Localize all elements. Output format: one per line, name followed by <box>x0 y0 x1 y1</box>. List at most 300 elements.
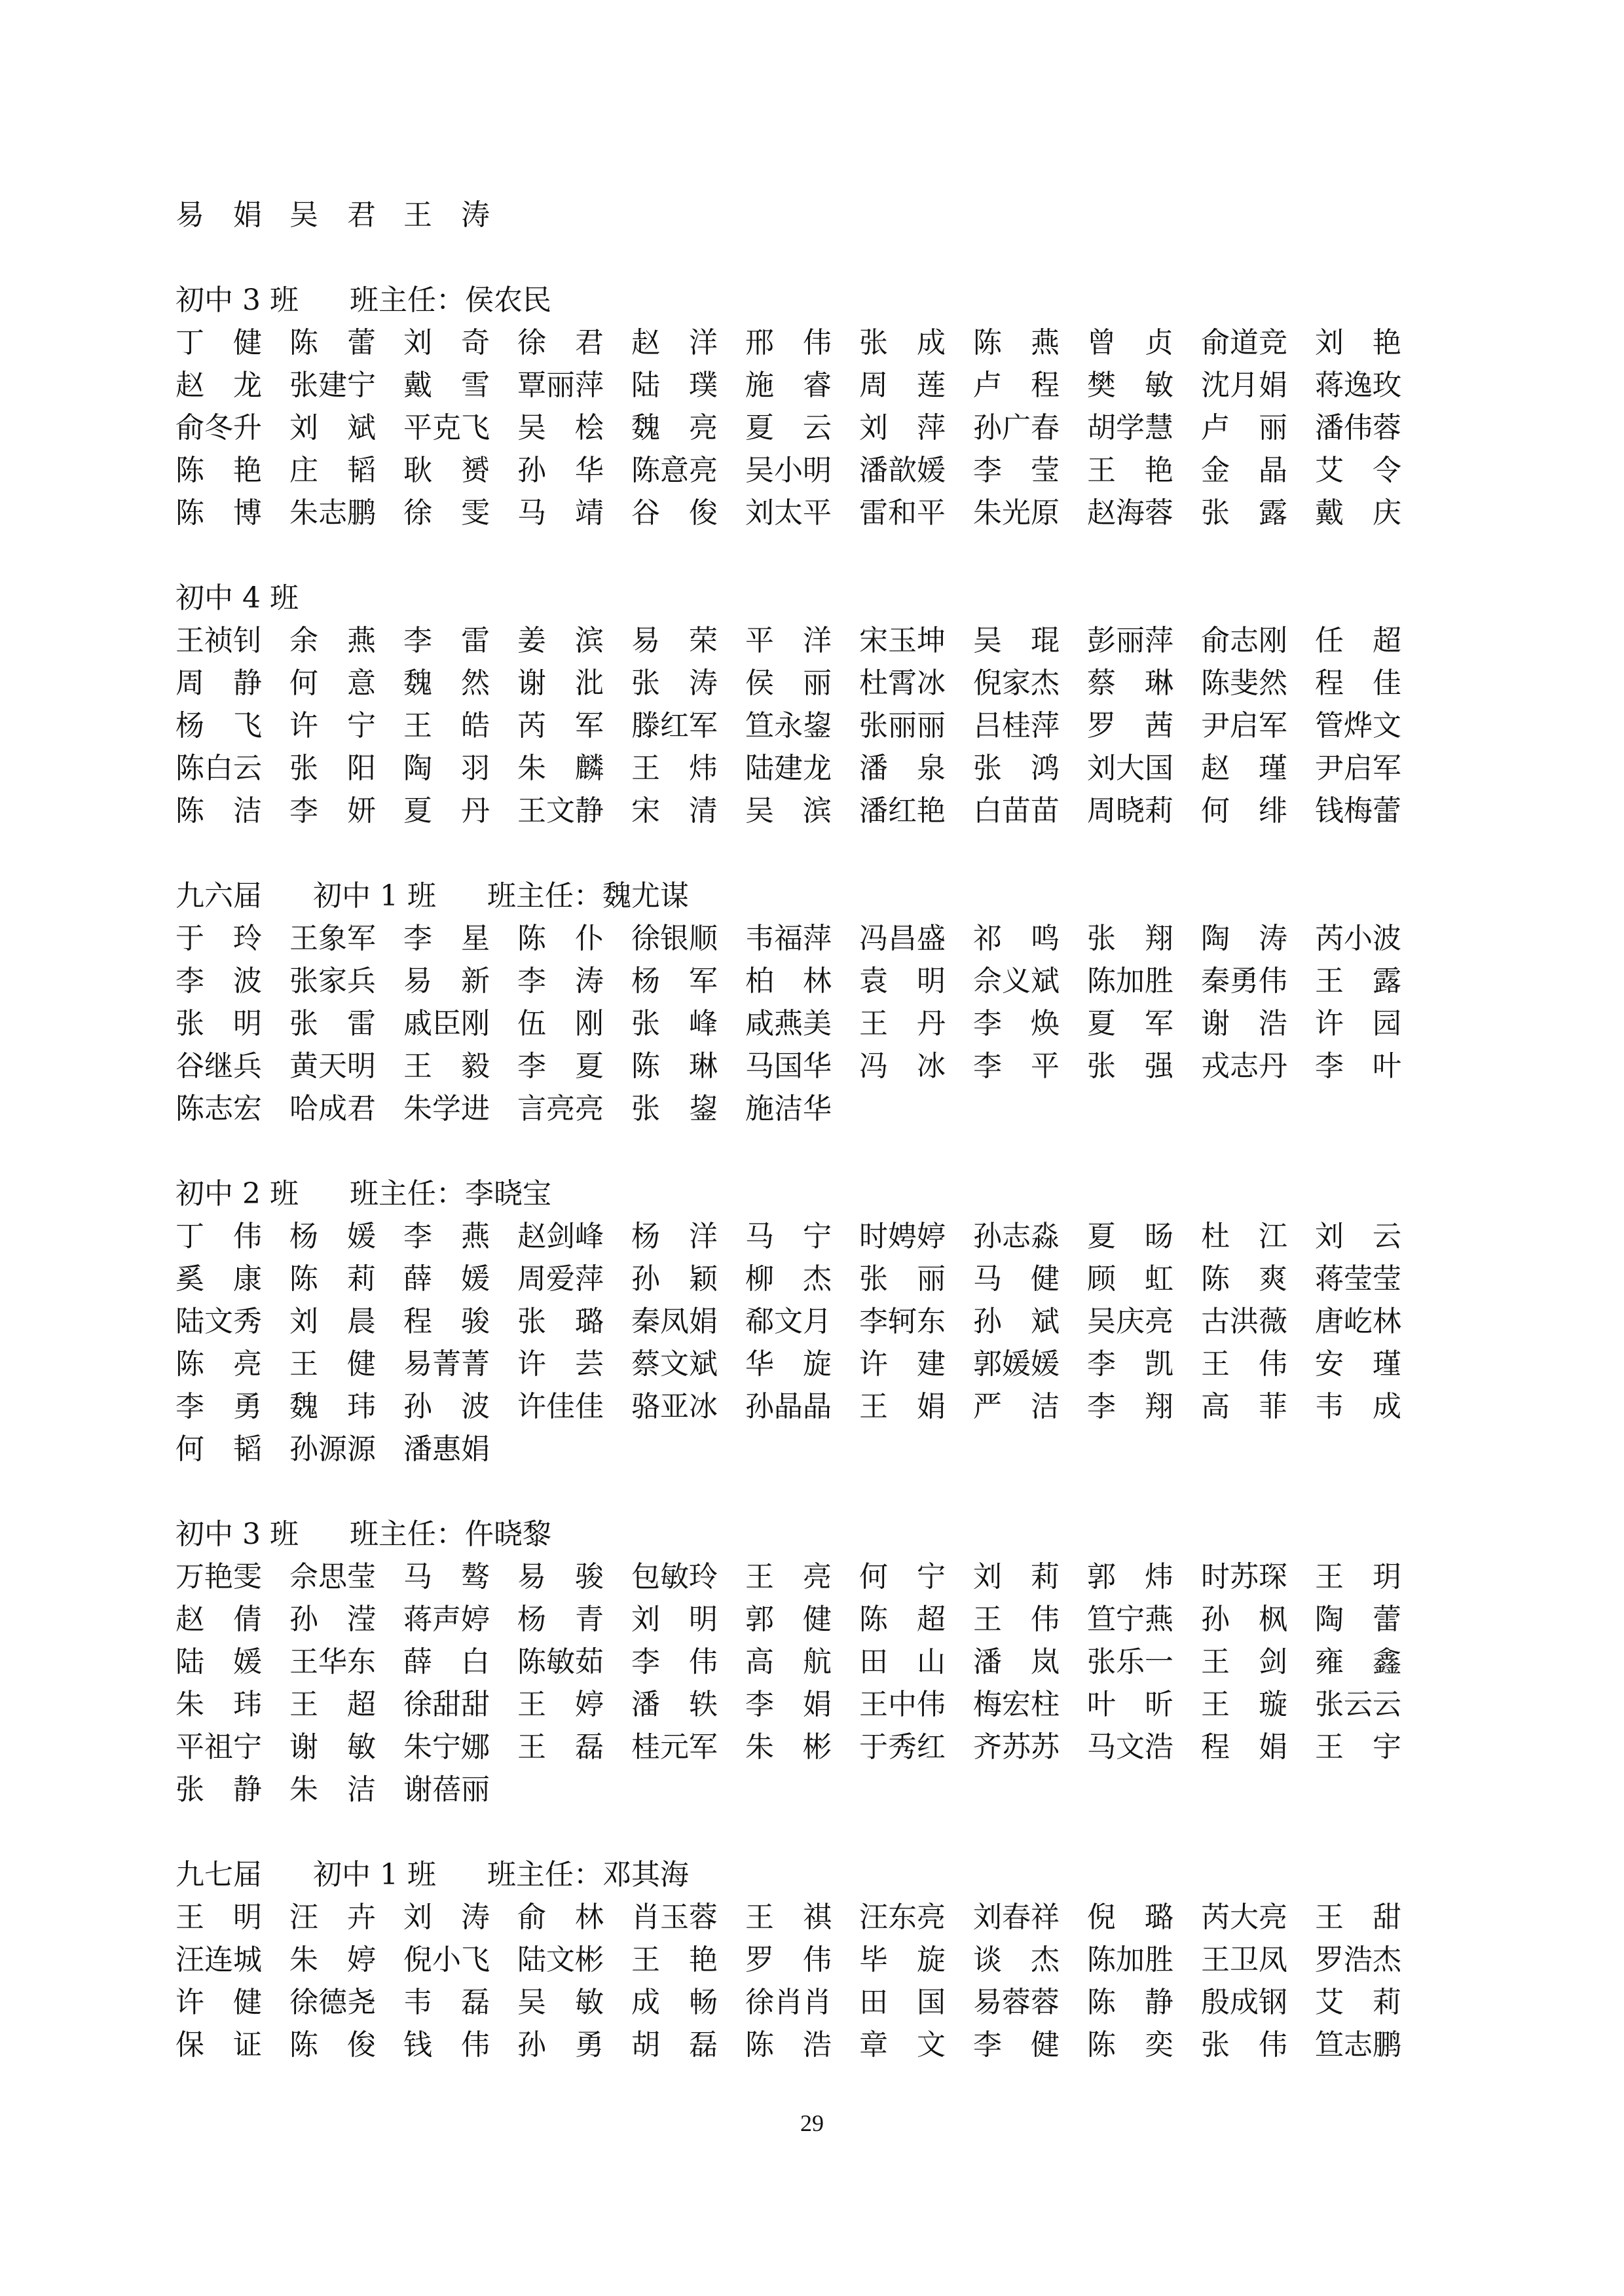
student-name: 田 山 <box>859 1645 946 1679</box>
name-row <box>175 1385 1428 1428</box>
student-name: 陶 羽 <box>403 752 490 785</box>
student-name: 刘 莉 <box>973 1560 1060 1594</box>
student-name: 杜 江 <box>1201 1220 1287 1253</box>
student-name: 吴 琨 <box>973 624 1060 657</box>
student-name: 李 妍 <box>289 794 376 828</box>
name-row <box>175 407 1428 449</box>
student-name: 陆建龙 <box>745 752 832 785</box>
student-name: 王 丹 <box>859 1007 946 1040</box>
student-name: 胡学慧 <box>1087 411 1173 445</box>
student-name: 朱志鹏 <box>289 496 376 530</box>
student-name: 陈加胜 <box>1087 1943 1173 1977</box>
student-name: 夏 丹 <box>403 794 490 828</box>
student-name: 笪永鋆 <box>745 709 832 742</box>
name-row <box>175 1002 1428 1045</box>
student-name: 王 娟 <box>859 1390 946 1423</box>
student-name: 金 晶 <box>1201 454 1287 487</box>
student-name: 李 涛 <box>517 964 604 998</box>
student-name: 古洪薇 <box>1201 1305 1287 1338</box>
student-name: 朱宁娜 <box>403 1730 490 1764</box>
class-label: 初中 3 班 <box>175 283 299 317</box>
name-row <box>175 1598 1428 1641</box>
student-name: 秦勇伟 <box>1201 964 1287 998</box>
student-name: 张 伟 <box>1201 2028 1287 2062</box>
student-name: 尹启军 <box>1315 752 1401 785</box>
student-name: 柏 林 <box>745 964 832 998</box>
name-row <box>175 1087 1428 1130</box>
name-row <box>175 1896 1428 1939</box>
student-name: 刘太平 <box>745 496 832 530</box>
student-name: 魏 玮 <box>289 1390 376 1423</box>
name-row <box>175 1981 1428 2024</box>
student-name: 陈 洁 <box>175 794 262 828</box>
student-name: 李 健 <box>973 2028 1060 2062</box>
student-name: 张 明 <box>175 1007 262 1040</box>
student-name: 王 磊 <box>517 1730 604 1764</box>
student-name: 张 成 <box>859 326 946 359</box>
student-name: 夏 云 <box>745 411 832 445</box>
student-name: 于 玲 <box>175 922 262 955</box>
student-name: 俞 林 <box>517 1901 604 1934</box>
name-row <box>175 619 1428 662</box>
student-name: 华 旋 <box>745 1347 832 1381</box>
student-name: 周爱萍 <box>517 1262 604 1296</box>
student-name: 张乐一 <box>1087 1645 1173 1679</box>
student-name: 马 靖 <box>517 496 604 530</box>
class-label: 初中 3 班 <box>175 1518 299 1551</box>
student-name: 耿 赟 <box>403 454 490 487</box>
student-name: 魏 然 <box>403 666 490 700</box>
student-name: 滕红军 <box>631 709 718 742</box>
student-name: 许 芸 <box>517 1347 604 1381</box>
student-name: 张云云 <box>1315 1688 1401 1721</box>
student-name: 陈 仆 <box>517 922 604 955</box>
student-name: 李 雷 <box>403 624 490 657</box>
class-label: 初中 1 班 <box>313 879 436 913</box>
name-row <box>175 917 1428 960</box>
student-name: 笪宁燕 <box>1087 1603 1173 1636</box>
student-name: 汪东亮 <box>859 1901 946 1934</box>
student-name: 李 伟 <box>631 1645 718 1679</box>
student-name: 李 翔 <box>1087 1390 1173 1423</box>
student-name: 戎志丹 <box>1201 1049 1287 1083</box>
student-name: 陈加胜 <box>1087 964 1173 998</box>
student-name: 赵剑峰 <box>517 1220 604 1253</box>
student-name: 朱 洁 <box>289 1773 376 1806</box>
student-name: 李 勇 <box>175 1390 262 1423</box>
student-name: 郭 健 <box>745 1603 832 1636</box>
name-row <box>175 1215 1428 1258</box>
student-name: 丁 健 <box>175 326 262 359</box>
student-name: 孙 斌 <box>973 1305 1060 1338</box>
student-name: 程 佳 <box>1315 666 1401 700</box>
student-name: 罗浩杰 <box>1315 1943 1401 1977</box>
student-name: 王 健 <box>289 1347 376 1381</box>
student-name: 赵海蓉 <box>1087 496 1173 530</box>
student-name: 王 涛 <box>403 198 490 232</box>
student-name: 陆文秀 <box>175 1305 262 1338</box>
name-row <box>175 960 1428 1002</box>
student-name: 马文浩 <box>1087 1730 1173 1764</box>
student-name: 程 骏 <box>403 1305 490 1338</box>
name-row <box>175 662 1428 704</box>
student-name: 陈 蕾 <box>289 326 376 359</box>
student-name: 张家兵 <box>289 964 376 998</box>
student-name: 陈 莉 <box>289 1262 376 1296</box>
student-name: 孙志淼 <box>973 1220 1060 1253</box>
student-name: 王 甜 <box>1315 1901 1401 1934</box>
student-name: 杨 媛 <box>289 1220 376 1253</box>
student-name: 张 强 <box>1087 1049 1173 1083</box>
student-name: 陈 浩 <box>745 2028 832 2062</box>
student-name: 戴 雪 <box>403 369 490 402</box>
student-name: 杨 军 <box>631 964 718 998</box>
student-name: 陈 艳 <box>175 454 262 487</box>
student-name: 任 超 <box>1315 624 1401 657</box>
student-name: 潘伟蓉 <box>1315 411 1401 445</box>
student-name: 潘 泉 <box>859 752 946 785</box>
student-name: 王华东 <box>289 1645 376 1679</box>
student-name: 施 睿 <box>745 369 832 402</box>
student-name: 陈 燕 <box>973 326 1060 359</box>
student-name: 吴 滨 <box>745 794 832 828</box>
student-name: 刘 明 <box>631 1603 718 1636</box>
section-header <box>175 279 1428 321</box>
student-name: 李 平 <box>973 1049 1060 1083</box>
student-name: 伍 刚 <box>517 1007 604 1040</box>
student-name: 谢 敏 <box>289 1730 376 1764</box>
student-name: 张丽丽 <box>859 709 946 742</box>
student-name: 李轲东 <box>859 1305 946 1338</box>
student-name: 秦凤娟 <box>631 1305 718 1338</box>
class-section <box>175 1853 1428 2066</box>
student-name: 卢 程 <box>973 369 1060 402</box>
section-gap <box>175 1470 1428 1513</box>
student-name: 陆 璞 <box>631 369 718 402</box>
head-teacher: 班主任：侯农民 <box>349 283 551 317</box>
student-name: 曾 贞 <box>1087 326 1173 359</box>
class-label: 九六届 <box>175 879 262 913</box>
student-name: 刘 奇 <box>403 326 490 359</box>
student-name: 包敏玲 <box>631 1560 718 1594</box>
student-name: 王卫凤 <box>1201 1943 1287 1977</box>
student-name: 陈 博 <box>175 496 262 530</box>
section-header <box>175 1513 1428 1556</box>
student-name: 彭丽萍 <box>1087 624 1173 657</box>
name-row <box>175 704 1428 747</box>
student-name: 李 莹 <box>973 454 1060 487</box>
student-name: 谈 杰 <box>973 1943 1060 1977</box>
student-name: 田 国 <box>859 1986 946 2019</box>
student-name: 孙 枫 <box>1201 1603 1287 1636</box>
student-name: 佘思莹 <box>289 1560 376 1594</box>
student-name: 王 婷 <box>517 1688 604 1721</box>
student-name: 叶 昕 <box>1087 1688 1173 1721</box>
student-name: 王文静 <box>517 794 604 828</box>
student-name: 邢 伟 <box>745 326 832 359</box>
student-name: 陈 爽 <box>1201 1262 1287 1296</box>
student-name: 朱 玮 <box>175 1688 262 1721</box>
student-name: 高 航 <box>745 1645 832 1679</box>
student-name: 易蓉蓉 <box>973 1986 1060 2019</box>
student-name: 易 新 <box>403 964 490 998</box>
class-section <box>175 1173 1428 1470</box>
student-name: 孙广春 <box>973 411 1060 445</box>
student-name: 咸燕美 <box>745 1007 832 1040</box>
name-row <box>175 321 1428 364</box>
student-name: 张建宁 <box>289 369 376 402</box>
student-name: 倪小飞 <box>403 1943 490 1977</box>
student-name: 钱梅蕾 <box>1315 794 1401 828</box>
student-name: 李 凯 <box>1087 1347 1173 1381</box>
section-gap <box>175 832 1428 875</box>
student-name: 陶 涛 <box>1201 922 1287 955</box>
student-name: 毕 旋 <box>859 1943 946 1977</box>
student-name: 郗文月 <box>745 1305 832 1338</box>
student-name: 徐德尧 <box>289 1986 376 2019</box>
student-name: 高 菲 <box>1201 1390 1287 1423</box>
class-section <box>175 1513 1428 1811</box>
student-name: 王祯钊 <box>175 624 262 657</box>
name-row <box>175 492 1428 534</box>
student-name: 徐甜甜 <box>403 1688 490 1721</box>
student-name: 时苏琛 <box>1201 1560 1287 1594</box>
student-name: 王中伟 <box>859 1688 946 1721</box>
name-row <box>175 1641 1428 1683</box>
name-row <box>175 1343 1428 1385</box>
student-name: 王 伟 <box>973 1603 1060 1636</box>
student-name: 孙源源 <box>289 1432 376 1466</box>
name-row <box>175 194 1428 236</box>
section-gap <box>175 1130 1428 1173</box>
student-name: 赵 龙 <box>175 369 262 402</box>
student-name: 顾 虹 <box>1087 1262 1173 1296</box>
name-row <box>175 1258 1428 1300</box>
student-name: 杜霄冰 <box>859 666 946 700</box>
name-row <box>175 2024 1428 2066</box>
class-label: 初中 4 班 <box>175 581 299 615</box>
student-name: 马 骜 <box>403 1560 490 1594</box>
student-name: 张 阳 <box>289 752 376 785</box>
student-name: 俞道竞 <box>1201 326 1287 359</box>
student-name: 胡 磊 <box>631 2028 718 2062</box>
student-name: 潘歆媛 <box>859 454 946 487</box>
student-name: 何 绯 <box>1201 794 1287 828</box>
student-name: 佘义斌 <box>973 964 1060 998</box>
student-name: 柳 杰 <box>745 1262 832 1296</box>
student-name: 马国华 <box>745 1049 832 1083</box>
student-name: 陆 媛 <box>175 1645 262 1679</box>
section-header <box>175 1173 1428 1215</box>
student-name: 陈 俊 <box>289 2028 376 2062</box>
student-name: 潘 轶 <box>631 1688 718 1721</box>
student-name: 潘惠娟 <box>403 1432 490 1466</box>
student-name: 倪 璐 <box>1087 1901 1173 1934</box>
student-name: 陈敏茹 <box>517 1645 604 1679</box>
student-name: 宋 清 <box>631 794 718 828</box>
student-name: 陆文彬 <box>517 1943 604 1977</box>
name-row <box>175 1300 1428 1343</box>
student-name: 易 骏 <box>517 1560 604 1594</box>
student-name: 王象军 <box>289 922 376 955</box>
student-name: 王 祺 <box>745 1901 832 1934</box>
student-name: 钱 伟 <box>403 2028 490 2062</box>
student-name: 吕桂萍 <box>973 709 1060 742</box>
student-name: 张 露 <box>1201 496 1287 530</box>
student-name: 齐苏苏 <box>973 1730 1060 1764</box>
student-name: 陈志宏 <box>175 1092 262 1125</box>
student-name: 罗 茜 <box>1087 709 1173 742</box>
student-name: 李 叶 <box>1315 1049 1401 1083</box>
student-name: 侯 丽 <box>745 666 832 700</box>
student-name: 潘 岚 <box>973 1645 1060 1679</box>
student-name: 李 娟 <box>745 1688 832 1721</box>
student-name: 俞冬升 <box>175 411 262 445</box>
class-label: 初中 2 班 <box>175 1177 299 1211</box>
student-name: 陈 静 <box>1087 1986 1173 2019</box>
student-name: 杨 洋 <box>631 1220 718 1253</box>
class-label: 初中 1 班 <box>313 1858 436 1891</box>
student-name: 俞志刚 <box>1201 624 1287 657</box>
student-name: 奚 康 <box>175 1262 262 1296</box>
student-name: 陈意亮 <box>631 454 718 487</box>
student-name: 王 艳 <box>1087 454 1173 487</box>
student-name: 朱 麟 <box>517 752 604 785</box>
student-name: 易菁菁 <box>403 1347 490 1381</box>
student-name: 成 畅 <box>631 1986 718 2019</box>
name-row <box>175 1939 1428 1981</box>
name-row <box>175 1768 1428 1811</box>
student-name: 刘大国 <box>1087 752 1173 785</box>
student-name: 何 韬 <box>175 1432 262 1466</box>
student-name: 何 意 <box>289 666 376 700</box>
student-name: 言亮亮 <box>517 1092 604 1125</box>
student-name: 韦福萍 <box>745 922 832 955</box>
student-name: 何 宁 <box>859 1560 946 1594</box>
student-name: 张 鸿 <box>973 752 1060 785</box>
section-gap <box>175 534 1428 577</box>
student-name: 许 建 <box>859 1347 946 1381</box>
student-name: 李 夏 <box>517 1049 604 1083</box>
name-row <box>175 1683 1428 1726</box>
page-number: 29 <box>800 2110 824 2136</box>
student-name: 张 静 <box>175 1773 262 1806</box>
student-name: 朱 彬 <box>745 1730 832 1764</box>
student-name: 蒋逸玫 <box>1315 369 1401 402</box>
student-name: 谷 俊 <box>631 496 718 530</box>
student-name: 庄 韬 <box>289 454 376 487</box>
student-name: 徐 君 <box>517 326 604 359</box>
student-name: 吴 君 <box>289 198 376 232</box>
student-name: 许 宁 <box>289 709 376 742</box>
student-name: 汪 卉 <box>289 1901 376 1934</box>
name-row <box>175 449 1428 492</box>
student-name: 艾 莉 <box>1315 1986 1401 2019</box>
student-name: 孙 滢 <box>289 1603 376 1636</box>
student-name: 芮大亮 <box>1201 1901 1287 1934</box>
student-name: 黄天明 <box>289 1049 376 1083</box>
student-name: 赵 瑾 <box>1201 752 1287 785</box>
student-name: 谷继兵 <box>175 1049 262 1083</box>
student-name: 芮小波 <box>1315 922 1401 955</box>
name-row <box>175 790 1428 832</box>
student-name: 冯 冰 <box>859 1049 946 1083</box>
name-row <box>175 747 1428 790</box>
student-name: 吴 桧 <box>517 411 604 445</box>
student-name: 谢 沘 <box>517 666 604 700</box>
student-name: 马 健 <box>973 1262 1060 1296</box>
section-header <box>175 1853 1428 1896</box>
student-name: 夏 旸 <box>1087 1220 1173 1253</box>
student-name: 薛 白 <box>403 1645 490 1679</box>
student-name: 于秀红 <box>859 1730 946 1764</box>
student-name: 刘 艳 <box>1315 326 1401 359</box>
student-name: 汪连城 <box>175 1943 262 1977</box>
student-name: 桂元军 <box>631 1730 718 1764</box>
document-body <box>175 194 1428 2066</box>
student-name: 王 露 <box>1315 964 1401 998</box>
student-name: 白苗苗 <box>973 794 1060 828</box>
class-section <box>175 279 1428 534</box>
section-header <box>175 875 1428 917</box>
student-name: 戴 庆 <box>1315 496 1401 530</box>
student-name: 蒋莹莹 <box>1315 1262 1401 1296</box>
student-name: 平祖宁 <box>175 1730 262 1764</box>
student-name: 尹启军 <box>1201 709 1287 742</box>
student-name: 易 荣 <box>631 624 718 657</box>
student-name: 刘春祥 <box>973 1901 1060 1934</box>
student-name: 张 丽 <box>859 1262 946 1296</box>
student-name: 韦 成 <box>1315 1390 1401 1423</box>
name-row <box>175 1556 1428 1598</box>
student-name: 张 璐 <box>517 1305 604 1338</box>
student-name: 赵 洋 <box>631 326 718 359</box>
student-name: 刘 萍 <box>859 411 946 445</box>
student-name: 孙 勇 <box>517 2028 604 2062</box>
student-name: 芮 军 <box>517 709 604 742</box>
student-name: 殷成钢 <box>1201 1986 1287 2019</box>
student-name: 王 明 <box>175 1901 262 1934</box>
student-name: 郭媛媛 <box>973 1347 1060 1381</box>
student-name: 周 静 <box>175 666 262 700</box>
student-name: 袁 明 <box>859 964 946 998</box>
student-name: 孙晶晶 <box>745 1390 832 1423</box>
student-name: 周晓莉 <box>1087 794 1173 828</box>
student-name: 陶 蕾 <box>1315 1603 1401 1636</box>
name-row <box>175 1428 1428 1470</box>
student-name: 朱 婷 <box>289 1943 376 1977</box>
student-name: 雍 鑫 <box>1315 1645 1401 1679</box>
student-name: 潘红艳 <box>859 794 946 828</box>
student-name: 王 宇 <box>1315 1730 1401 1764</box>
student-name: 薛 媛 <box>403 1262 490 1296</box>
student-name: 刘 涛 <box>403 1901 490 1934</box>
student-name: 程 娟 <box>1201 1730 1287 1764</box>
student-name: 许佳佳 <box>517 1390 604 1423</box>
class-label: 九七届 <box>175 1858 262 1891</box>
class-section <box>175 194 1428 236</box>
student-name: 严 洁 <box>973 1390 1060 1423</box>
student-name: 万艳雯 <box>175 1560 262 1594</box>
student-name: 孙 波 <box>403 1390 490 1423</box>
student-name: 张 涛 <box>631 666 718 700</box>
student-name: 笪志鹏 <box>1315 2028 1401 2062</box>
student-name: 赵 倩 <box>175 1603 262 1636</box>
student-name: 李 焕 <box>973 1007 1060 1040</box>
student-name: 孙 华 <box>517 454 604 487</box>
student-name: 马 宁 <box>745 1220 832 1253</box>
student-name: 徐 雯 <box>403 496 490 530</box>
